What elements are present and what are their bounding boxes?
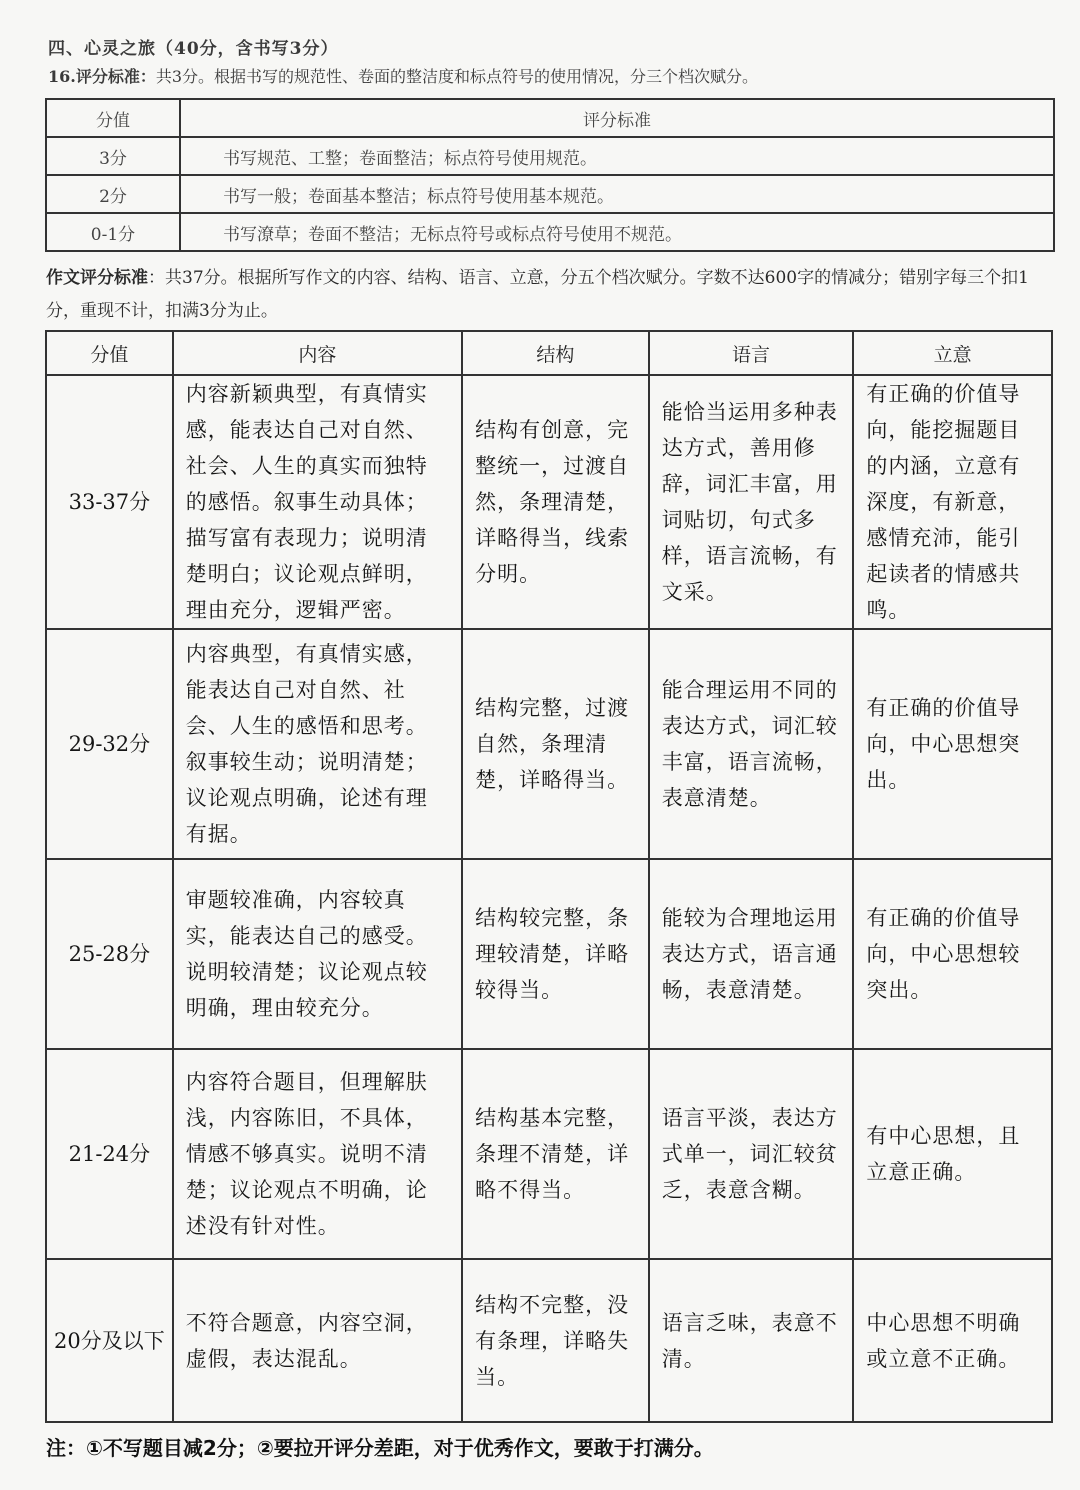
table-header-row <box>46 331 1052 375</box>
row-criteria: 书写一般；卷面基本整洁；标点符号使用基本规范。 <box>180 175 1054 213</box>
row-score: 20分及以下 <box>46 1259 173 1422</box>
table-row <box>46 1259 1052 1422</box>
question-16-text: 共3分。根据书写的规范性、卷面的整洁度和标点符号的使用情况，分三个档次赋分。 <box>155 67 759 86</box>
table-row <box>46 375 1052 629</box>
row-content: 内容典型，有真情实感，能表达自己对自然、社会、人生的感悟和思考。叙事较生动；说明清楚；议论观点明确，论述有理有据。 <box>173 629 462 859</box>
row-content: 审题较准确，内容较真实，能表达自己的感受。说明较清楚；议论观点较明确，理由较充分。 <box>173 859 462 1049</box>
row-content: 不符合题意，内容空洞，虚假，表达混乱。 <box>173 1259 462 1422</box>
table-row <box>46 1049 1052 1259</box>
row-score: 0-1分 <box>46 213 180 251</box>
header-criteria: 评分标准 <box>180 99 1054 137</box>
row-criteria: 书写规范、工整；卷面整洁；标点符号使用规范。 <box>180 137 1054 175</box>
row-idea: 中心思想不明确或立意不正确。 <box>853 1259 1052 1422</box>
row-language: 能恰当运用多种表达方式，善用修辞，词汇丰富，用词贴切，句式多样，语言流畅，有文采。 <box>649 375 854 629</box>
table-row <box>46 175 1054 213</box>
section-heading: 四、心灵之旅（40分，含书写3分） <box>48 39 339 59</box>
row-structure: 结构完整，过渡自然，条理清楚，详略得当。 <box>462 629 649 859</box>
row-idea: 有中心思想，且立意正确。 <box>853 1049 1052 1259</box>
header-structure: 结构 <box>462 331 649 375</box>
table-row <box>46 137 1054 175</box>
row-structure: 结构基本完整，条理不清楚，详略不得当。 <box>462 1049 649 1259</box>
row-score: 25-28分 <box>46 859 173 1049</box>
essay-criteria-text: ：共37分。根据所写作文的内容、结构、语言、立意，分五个档次赋分。字数不达600字的情减分；错别字每三个扣1分，重现不计，扣满3分为止。 <box>46 268 1029 321</box>
table-row <box>46 629 1052 859</box>
header-score: 分值 <box>46 99 180 137</box>
row-language: 能合理运用不同的表达方式，词汇较丰富，语言流畅，表意清楚。 <box>649 629 854 859</box>
row-content: 内容符合题目，但理解肤浅，内容陈旧，不具体，情感不够真实。说明不清楚；议论观点不明确，论述没有针对性。 <box>173 1049 462 1259</box>
row-score: 29-32分 <box>46 629 173 859</box>
header-score: 分值 <box>46 331 173 375</box>
essay-score-table <box>45 330 1053 1423</box>
question-16-label: 16.评分标准： <box>48 67 156 86</box>
row-score: 21-24分 <box>46 1049 173 1259</box>
row-idea: 有正确的价值导向，中心思想较突出。 <box>853 859 1052 1049</box>
header-language: 语言 <box>649 331 854 375</box>
question-16-criteria <box>48 64 1048 87</box>
row-structure: 结构有创意，完整统一，过渡自然，条理清楚，详略得当，线索分明。 <box>462 375 649 629</box>
row-criteria: 书写潦草；卷面不整洁；无标点符号或标点符号使用不规范。 <box>180 213 1054 251</box>
row-language: 语言乏味，表意不清。 <box>649 1259 854 1422</box>
table-row <box>46 859 1052 1049</box>
essay-criteria-label: 作文评分标准 <box>46 268 148 288</box>
row-structure: 结构不完整，没有条理，详略失当。 <box>462 1259 649 1422</box>
row-language: 语言平淡，表达方式单一，词汇较贫乏，表意含糊。 <box>649 1049 854 1259</box>
header-content: 内容 <box>173 331 462 375</box>
row-content: 内容新颖典型，有真情实感，能表达自己对自然、社会、人生的真实而独特的感悟。叙事生动具体；描写富有表现力；说明清楚明白；议论观点鲜明，理由充分，逻辑严密。 <box>173 375 462 629</box>
table-row <box>46 213 1054 251</box>
row-score: 2分 <box>46 175 180 213</box>
row-score: 3分 <box>46 137 180 175</box>
header-idea: 立意 <box>853 331 1052 375</box>
row-structure: 结构较完整，条理较清楚，详略较得当。 <box>462 859 649 1049</box>
table-header-row <box>46 99 1054 137</box>
row-score: 33-37分 <box>46 375 173 629</box>
essay-criteria-intro <box>46 262 1052 328</box>
row-idea: 有正确的价值导向，中心思想突出。 <box>853 629 1052 859</box>
grading-note: 注：①不写题目减2分；②要拉开评分差距，对于优秀作文，要敢于打满分。 <box>46 1436 714 1460</box>
row-language: 能较为合理地运用表达方式，语言通畅，表意清楚。 <box>649 859 854 1049</box>
handwriting-score-table <box>45 98 1055 252</box>
row-idea: 有正确的价值导向，能挖掘题目的内涵，立意有深度，有新意，感情充沛，能引起读者的情感共鸣。 <box>853 375 1052 629</box>
